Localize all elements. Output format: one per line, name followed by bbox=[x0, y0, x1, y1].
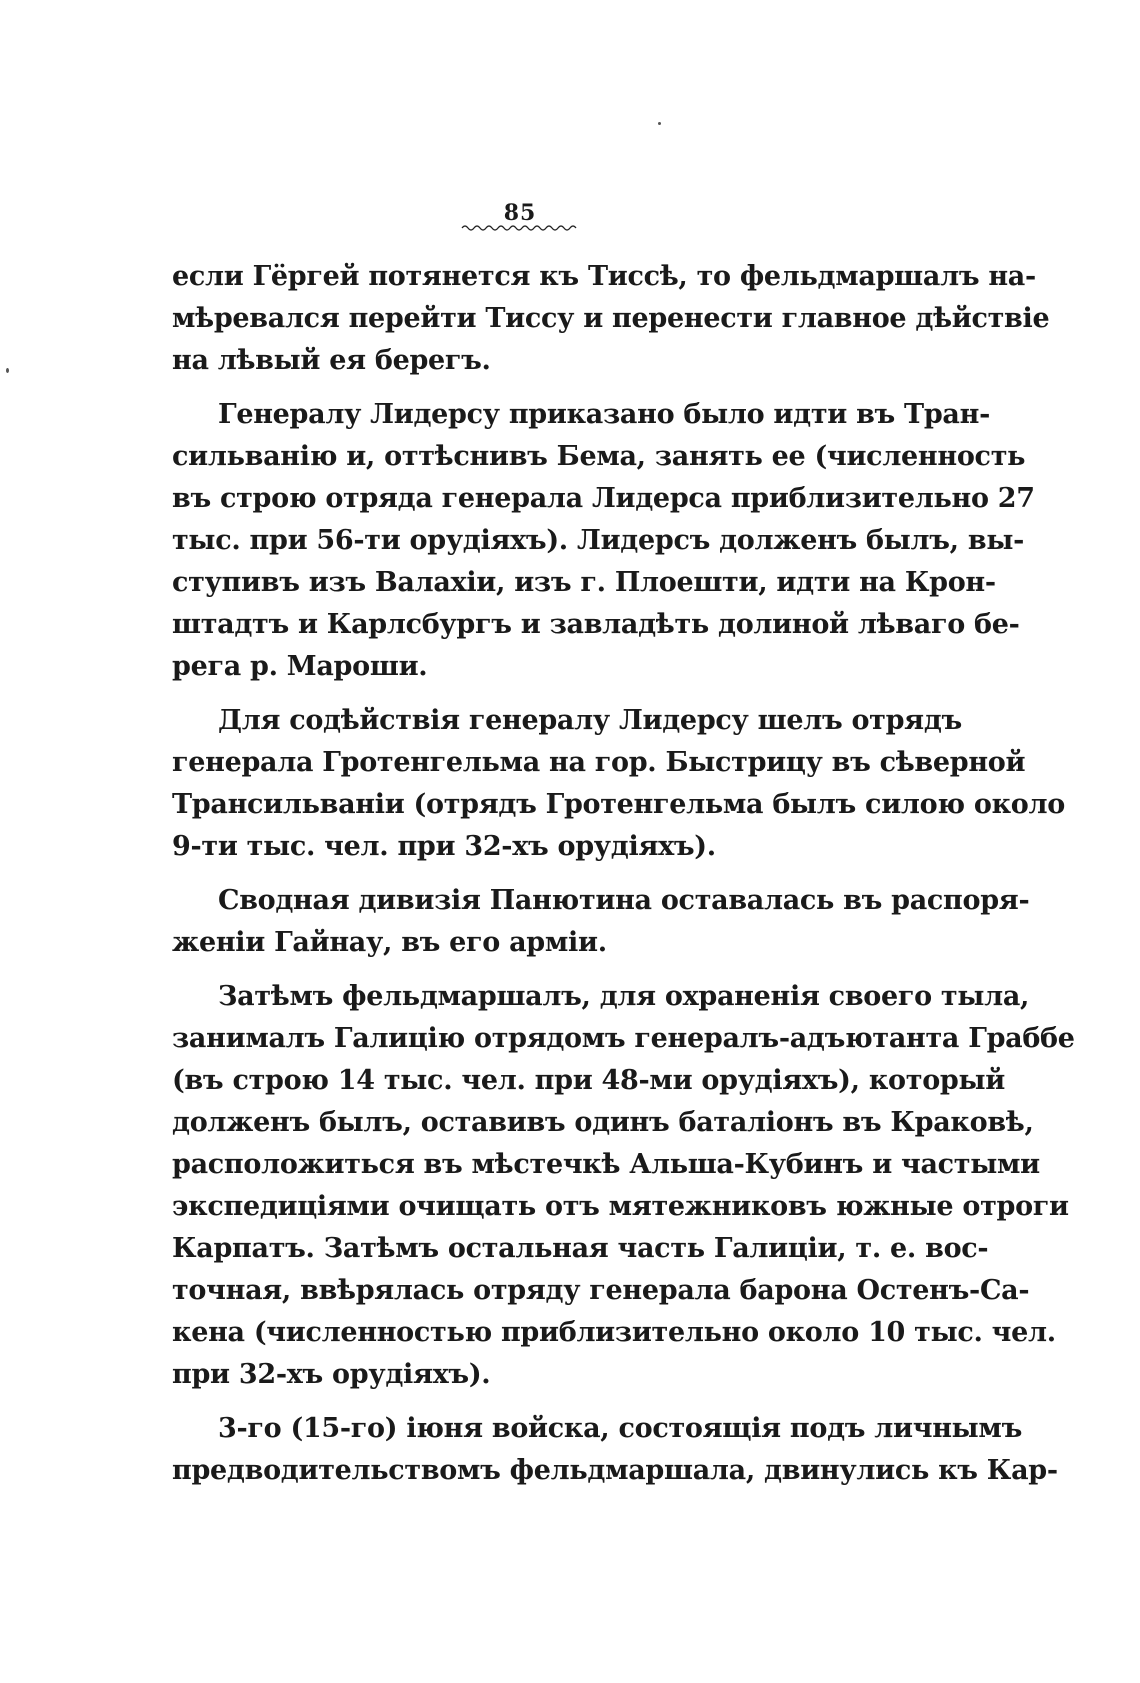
body-text bbox=[172, 256, 1075, 1504]
text-line: Для содѣйствія генералу Лидерсу шелъ отрядъ bbox=[218, 705, 962, 736]
text-line: рега р. Мароши. bbox=[172, 651, 428, 682]
text-line: штадтъ и Карлсбургъ и завладѣть долиной лѣваго бе- bbox=[172, 609, 1020, 640]
text-line: кена (численностью приблизительно около 10 тыс. чел. bbox=[172, 1317, 1056, 1348]
text-line: предводительствомъ фельдмаршала, двинулись къ Кар- bbox=[172, 1455, 1058, 1486]
paragraph bbox=[172, 880, 1030, 964]
paragraph bbox=[172, 976, 1075, 1396]
text-line: занималъ Галицію отрядомъ генералъ-адъютанта Граббе bbox=[172, 1023, 1075, 1054]
text-line: если Гёргей потянется къ Тиссѣ, то фельдмаршалъ на- bbox=[172, 261, 1036, 292]
text-line: экспедиціями очищать отъ мятежниковъ южные отроги bbox=[172, 1191, 1069, 1222]
text-line: расположиться въ мѣстечкѣ Альша-Кубинъ и частыми bbox=[172, 1149, 1040, 1180]
text-line: Трансильваніи (отрядъ Гротенгельма былъ силою около bbox=[172, 789, 1065, 820]
text-line: Карпатъ. Затѣмъ остальная часть Галиціи, т. е. вос- bbox=[172, 1233, 989, 1264]
text-line: 3-го (15-го) іюня войска, состоящія подъ личнымъ bbox=[218, 1413, 1022, 1444]
text-line: Генералу Лидерсу приказано было идти въ Тран- bbox=[218, 399, 990, 430]
text-line: точная, ввѣрялась отряду генерала барона Остенъ-Са- bbox=[172, 1275, 1030, 1306]
text-line: 9-ти тыс. чел. при 32-хъ орудіяхъ). bbox=[172, 831, 716, 862]
text-line: женіи Гайнау, въ его арміи. bbox=[172, 927, 607, 958]
text-line: (въ строю 14 тыс. чел. при 48-ми орудіяхъ), который bbox=[172, 1065, 1005, 1096]
paragraph bbox=[172, 1408, 1058, 1492]
paragraph bbox=[172, 700, 1065, 868]
text-line: генерала Гротенгельма на гор. Быстрицу въ сѣверной bbox=[172, 747, 1026, 778]
text-line: при 32-хъ орудіяхъ). bbox=[172, 1359, 491, 1390]
page-number: 85 bbox=[503, 200, 537, 226]
text-line: Затѣмъ фельдмаршалъ, для охраненія своего тыла, bbox=[218, 981, 1030, 1012]
text-line: въ строю отряда генерала Лидерса приблизительно 27 bbox=[172, 483, 1035, 514]
page-number-ornament bbox=[460, 223, 580, 233]
text-line: тыс. при 56-ти орудіяхъ). Лидерсъ долженъ былъ, вы- bbox=[172, 525, 1025, 556]
paragraph bbox=[172, 256, 1050, 382]
scan-speck bbox=[658, 122, 661, 125]
text-line: Сводная дивизія Панютина оставалась въ распоря- bbox=[218, 885, 1030, 916]
text-line: ступивъ изъ Валахіи, изъ г. Плоешти, идти на Крон- bbox=[172, 567, 996, 598]
text-line: мѣревался перейти Тиссу и перенести главное дѣйствіе bbox=[172, 303, 1050, 334]
text-line: долженъ былъ, оставивъ одинъ баталіонъ въ Краковѣ, bbox=[172, 1107, 1034, 1138]
scan-speck bbox=[6, 368, 9, 373]
paragraph bbox=[172, 394, 1035, 688]
text-line: сильванію и, оттѣснивъ Бема, занять ее (численность bbox=[172, 441, 1026, 472]
text-line: на лѣвый ея берегъ. bbox=[172, 345, 491, 376]
